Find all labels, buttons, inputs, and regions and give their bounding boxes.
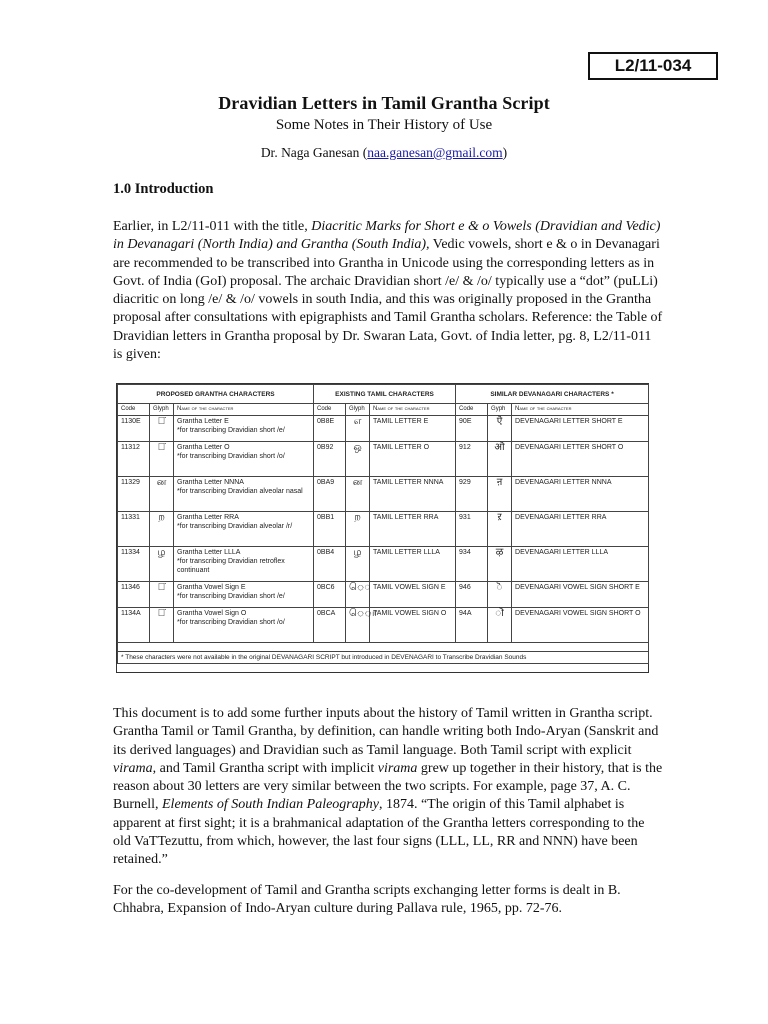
devanagari-glyph: ऒ: [488, 442, 512, 477]
devanagari-name: DEVENAGARI LETTER RRA: [512, 512, 649, 547]
grantha-note: *for transcribing Dravidian short /e/: [177, 593, 285, 600]
author-line: [0, 145, 768, 161]
column-header: Code: [456, 404, 488, 416]
tamil-glyph: எ: [346, 416, 370, 442]
tamil-name: TAMIL LETTER RRA: [370, 512, 456, 547]
grantha-note: *for transcribing Dravidian retroflex continuant: [177, 558, 285, 574]
codevelopment-paragraph: For the co-development of Tamil and Grantha scripts exchanging letter forms is dealt in B. Chhabra, Expansion of Indo-Aryan culture during Pallava rule, 1965, pp. 72-76.: [113, 883, 621, 917]
grantha-glyph: எ̇: [150, 416, 174, 442]
document-number: L2/11-034: [614, 56, 692, 75]
table-row: [118, 477, 649, 512]
tamil-name: TAMIL VOWEL SIGN E: [370, 582, 456, 608]
grantha-name-cell: [174, 416, 314, 442]
paragraph-text: , 1874. “The origin of this Tamil alphabet is apparent at first sight; it is a brahmanical adaptation of the Grantha letters corresponding to the old VaTTezuttu, from which, however, the last four signs (LLL, LL, RR and NNN) have been retained.”: [113, 797, 645, 868]
column-header: Gyph: [488, 404, 512, 416]
grantha-name: Grantha Letter LLLA: [177, 549, 241, 556]
devanagari-name: DEVENAGARI VOWEL SIGN SHORT E: [512, 582, 649, 608]
devanagari-name: DEVENAGARI LETTER SHORT E: [512, 416, 649, 442]
author-name: Dr. Naga Ganesan (: [260, 145, 368, 160]
grantha-glyph: ற: [150, 512, 174, 547]
paragraph-text: This document is to add some further inputs about the history of Tamil written in Grantha script. Grantha Tamil or Tamil Grantha, by definition, can handle writing both Indo-Aryan (Sanskrit and its derived languages) and Dravidian such as Tamil language. Both Tamil script with explicit: [113, 706, 659, 758]
grantha-name: Grantha Vowel Sign E: [177, 584, 246, 591]
grantha-name-cell: [174, 582, 314, 608]
grantha-characters-table: [117, 384, 649, 664]
document-subtitle: Some Notes in Their History of Use: [275, 117, 493, 133]
spacer-cell: [118, 643, 649, 652]
grantha-name-cell: [174, 477, 314, 512]
grantha-code: 11334: [118, 547, 150, 582]
tamil-code: 0BCA: [314, 608, 346, 643]
table-row: [118, 582, 649, 608]
grantha-glyph: ஒ̇: [150, 442, 174, 477]
devanagari-code: 94A: [456, 608, 488, 643]
grantha-characters-table-figure: [116, 383, 649, 673]
paragraph-text: , and Tamil Grantha script with implicit: [152, 760, 378, 776]
devanagari-glyph: ॊ: [488, 608, 512, 643]
column-header: Glyph: [150, 404, 174, 416]
tamil-code: 0B8E: [314, 416, 346, 442]
grantha-glyph: ொ̇: [150, 608, 174, 643]
paragraph-text: Vedic vowels, short e & o in Devanagari are recommended to be transcribed into Grantha in Unicode using the corresponding letters as in Govt. of India (GoI) proposal. The archaic Dravidian short /e/ & /o/ typically use a “dot” (puLLi) diacritic on long /e/ & /o/ vowels in south India, and this was originally proposed in the Grantha proposal after consultations with epigraphists and Tamil Grantha scholars. Reference: the Table of Dravidian letters in Grantha proposal by Dr. Swaran Lata, Govt. of India letter, pg. 8, L2/11-011 is given:: [113, 237, 663, 363]
tamil-name: TAMIL LETTER E: [370, 416, 456, 442]
tamil-glyph: ற: [346, 512, 370, 547]
author-email-link[interactable]: naa.ganesan@gmail.com: [367, 145, 503, 160]
column-header: Name of the character: [512, 404, 649, 416]
grantha-note: *for transcribing Dravidian alveolar nasal: [177, 488, 303, 495]
table-footnote-row: [118, 652, 649, 664]
group-header-devanagari: SIMILAR DEVANAGARI CHARACTERS *: [456, 385, 649, 404]
tamil-glyph: ழ: [346, 547, 370, 582]
devanagari-code: 946: [456, 582, 488, 608]
table-row: [118, 547, 649, 582]
grantha-glyph: ன: [150, 477, 174, 512]
paragraph-text: grew up together in their history, that is the reason about 30 letters are very similar between the two scripts. For example, page 37, A. C. Burnell,: [113, 760, 663, 813]
document-number-box: [588, 52, 718, 80]
column-header: Code: [118, 404, 150, 416]
table-row: [118, 442, 649, 477]
group-header-proposed: PROPOSED GRANTHA CHARACTERS: [118, 385, 314, 404]
grantha-name: Grantha Letter E: [177, 418, 229, 425]
devanagari-code: 912: [456, 442, 488, 477]
grantha-code: 11312: [118, 442, 150, 477]
tamil-name: TAMIL LETTER LLLA: [370, 547, 456, 582]
devanagari-glyph: ऎ: [488, 416, 512, 442]
tamil-glyph: ஒ: [346, 442, 370, 477]
paragraph-italic-title: Diacritic Marks for Short e & o Vowels (Dravidian and Vedic) in Devanagari (North India) and Grantha (South India),: [113, 219, 661, 253]
paragraph-italic: virama: [377, 760, 418, 776]
grantha-code: 11331: [118, 512, 150, 547]
devanagari-name: DEVENAGARI VOWEL SIGN SHORT O: [512, 608, 649, 643]
grantha-code: 11346: [118, 582, 150, 608]
devanagari-name: DEVENAGARI LETTER LLLA: [512, 547, 649, 582]
document-title: Dravidian Letters in Tamil Grantha Script: [218, 93, 550, 113]
tamil-code: 0B92: [314, 442, 346, 477]
tamil-code: 0BB1: [314, 512, 346, 547]
grantha-name: Grantha Vowel Sign O: [177, 610, 247, 617]
devanagari-code: 934: [456, 547, 488, 582]
tamil-glyph: ெ◌ா: [346, 608, 370, 643]
grantha-note: *for transcribing Dravidian short /o/: [177, 619, 285, 626]
devanagari-name: DEVENAGARI LETTER NNNA: [512, 477, 649, 512]
history-paragraph: [113, 705, 663, 870]
paragraph-italic: virama: [113, 760, 153, 776]
devanagari-code: 929: [456, 477, 488, 512]
grantha-code: 11329: [118, 477, 150, 512]
intro-paragraph: [113, 218, 663, 364]
column-header: Name of the character: [370, 404, 456, 416]
devanagari-glyph: ॆ: [488, 582, 512, 608]
tamil-code: 0BC6: [314, 582, 346, 608]
group-header-existing: EXISTING TAMIL CHARACTERS: [314, 385, 456, 404]
tamil-glyph: ன: [346, 477, 370, 512]
tamil-code: 0BB4: [314, 547, 346, 582]
devanagari-name: DEVENAGARI LETTER SHORT O: [512, 442, 649, 477]
grantha-note: *for transcribing Dravidian alveolar /r/: [177, 523, 293, 530]
grantha-name: Grantha Letter O: [177, 444, 230, 451]
devanagari-glyph: ऩ: [488, 477, 512, 512]
grantha-name-cell: [174, 512, 314, 547]
grantha-code: 1130E: [118, 416, 150, 442]
grantha-glyph: ெ̇: [150, 582, 174, 608]
grantha-name: Grantha Letter NNNA: [177, 479, 244, 486]
tamil-name: TAMIL VOWEL SIGN O: [370, 608, 456, 643]
grantha-name: Grantha Letter RRA: [177, 514, 239, 521]
table-row: [118, 416, 649, 442]
section-heading: 1.0 Introduction: [113, 181, 214, 197]
column-header: Code: [314, 404, 346, 416]
grantha-glyph: ழ: [150, 547, 174, 582]
grantha-name-cell: [174, 547, 314, 582]
grantha-name-cell: [174, 608, 314, 643]
devanagari-glyph: ऱ: [488, 512, 512, 547]
grantha-name-cell: [174, 442, 314, 477]
paragraph-text: Earlier, in L2/11-011 with the title,: [113, 219, 312, 234]
column-header: Glyph: [346, 404, 370, 416]
devanagari-code: 931: [456, 512, 488, 547]
tamil-name: TAMIL LETTER O: [370, 442, 456, 477]
paragraph-italic-book-title: Elements of South Indian Paleography: [162, 797, 379, 813]
tamil-code: 0BA9: [314, 477, 346, 512]
grantha-code: 1134A: [118, 608, 150, 643]
grantha-note: *for transcribing Dravidian short /o/: [177, 453, 285, 460]
author-suffix: ): [502, 145, 508, 160]
table-spacer-row: [118, 643, 649, 652]
table-footnote: * These characters were not available in the original DEVANAGARI SCRIPT but introduced in DEVENAGARI to Transcribe Dravidian Sounds: [118, 652, 649, 664]
table-column-header-row: [118, 404, 649, 416]
devanagari-code: 90E: [456, 416, 488, 442]
table-row: [118, 608, 649, 643]
table-group-header-row: [118, 385, 649, 404]
table-row: [118, 512, 649, 547]
tamil-name: TAMIL LETTER NNNA: [370, 477, 456, 512]
tamil-glyph: ெ◌: [346, 582, 370, 608]
grantha-note: *for transcribing Dravidian short /e/: [177, 427, 285, 434]
column-header: Name of the character: [174, 404, 314, 416]
devanagari-glyph: ऴ: [488, 547, 512, 582]
